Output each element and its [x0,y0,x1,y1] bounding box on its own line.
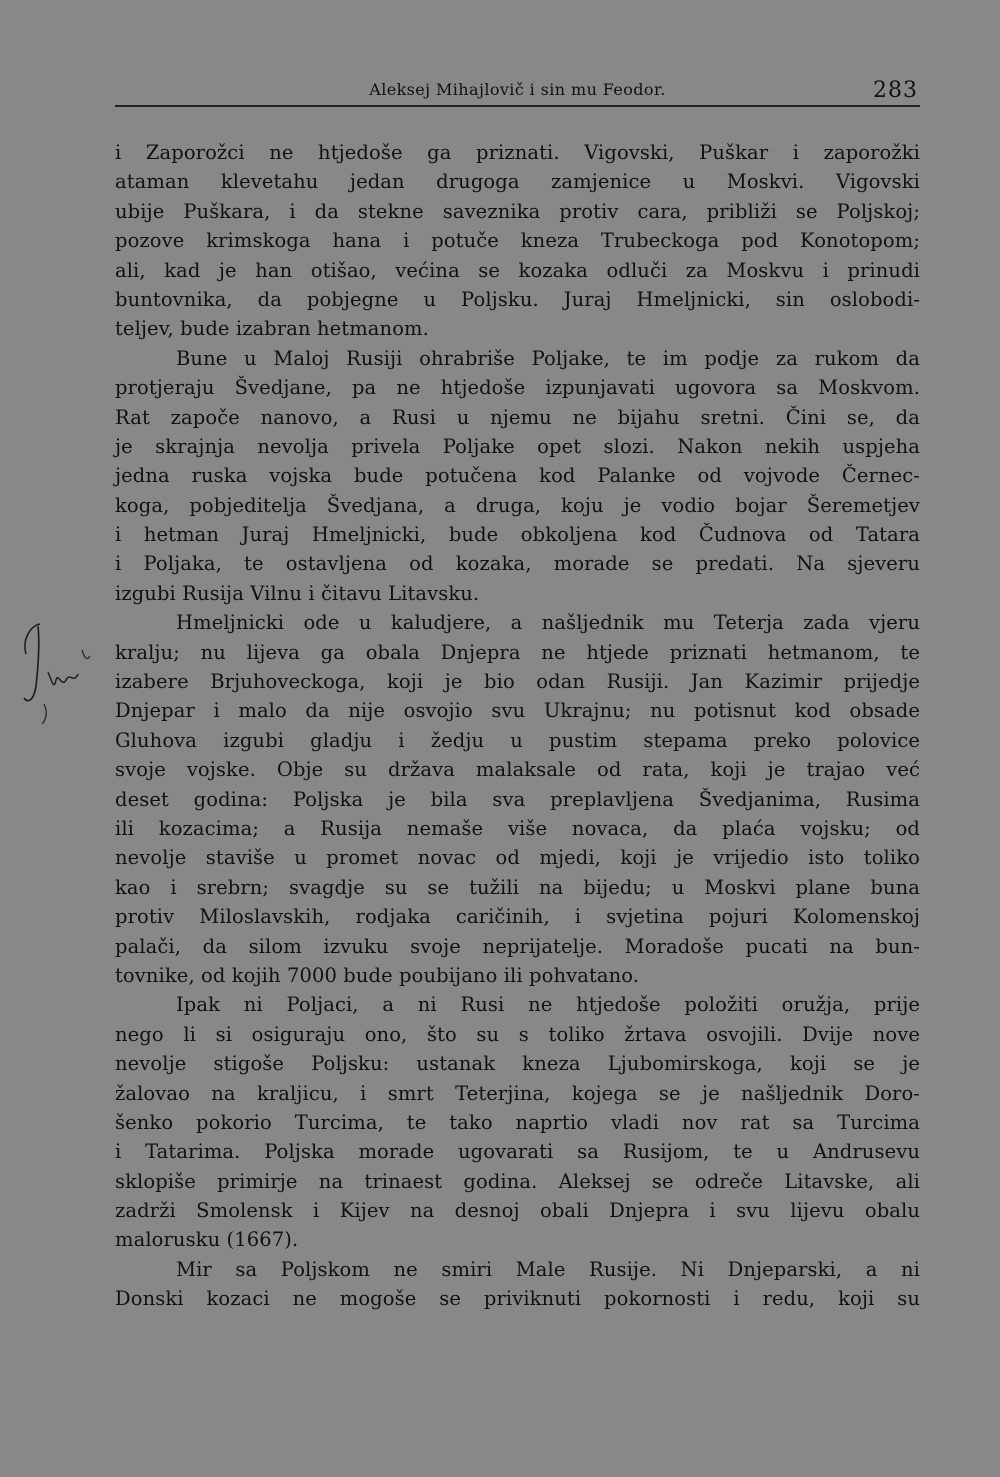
running-title: Aleksej Mihajlovič i sin mu Feodor. [369,80,666,99]
paragraph [115,1255,920,1314]
paragraph [115,138,920,344]
text-line: ataman klevetahu jedan drugoga zamjenice u Moskvi. Vigovski [115,170,920,194]
text-line: Dnjepar i malo da nije osvojio svu Ukrajnu; nu potisnut kod obsade [115,699,920,723]
text-line: nego li si osiguraju ono, što su s toliko žrtava osvojili. Dvije nove [115,1022,920,1046]
text-line: ali, kad je han otišao, većina se kozaka odluči za Moskvu i prinudi [115,258,920,282]
text-line: jedna ruska vojska bude potučena kod Palanke od vojvode Černec- [115,464,920,488]
text-line: izgubi Rusija Vilnu i čitavu Litavsku. [115,581,480,605]
text-line: tovnike, od kojih 7000 bude poubijano ili pohvatano. [115,963,640,987]
text-line: pozove krimskoga hana i potuče kneza Trubeckoga pod Konotopom; [115,229,920,253]
text-line: ili kozacima; a Rusija nemaše više novaca, da plaća vojsku; od [115,816,920,840]
text-line: kralju; nu lijeva ga obala Dnjepra ne htjede priznati hetmanom, te [115,640,920,664]
header-rule [115,105,920,107]
text-line: Hmeljnicki ode u kaludjere, a našljednik mu Teterja zada vjeru [176,611,920,635]
text-line: je skrajnja nevolja privela Poljake opet slozi. Nakon nekih uspjeha [115,434,920,458]
text-line: nevolje stigoše Poljsku: ustanak kneza Ljubomirskoga, koji se je [115,1052,920,1076]
text-line: svoje vojske. Obje su država malaksale od rata, koji je trajao već [115,758,920,782]
text-line: zadrži Smolensk i Kijev na desnoj obali Dnjepra i svu lijevu obalu [115,1199,920,1223]
text-line: i Zaporožci ne htjedoše ga priznati. Vigovski, Puškar i zaporožki [115,141,920,164]
text-line: kao i srebrn; svagdje su se tužili na bijedu; u Moskvi plane buna [115,875,920,899]
paragraph [115,344,920,609]
text-line: i Tatarima. Poljska morade ugovarati sa Rusijom, te u Andrusevu [115,1140,920,1164]
text-line: teljev, bude izabran hetmanom. [115,317,429,341]
text-line: palači, da silom izvuku svoje neprijatelje. Moradoše pucati na bun- [115,934,920,958]
paragraph [115,990,920,1255]
text-line: Rat započe nanovo, a Rusi u njemu ne bijahu sretni. Čini se, da [115,405,920,429]
margin-annotation-icon [18,616,98,726]
page-number: 283 [873,78,918,103]
text-line: Ipak ni Poljaci, a ni Rusi ne htjedoše položiti oružja, prije [176,993,920,1017]
text-line: Bune u Maloj Rusiji ohrabriše Poljake, te im podje za rukom da [176,346,920,370]
text-line: žalovao na kraljicu, i smrt Teterjina, kojega se je našljednik Doro- [115,1081,920,1105]
text-line: Mir sa Poljskom ne smiri Male Rusije. Ni Dnjeparski, a ni [176,1257,920,1281]
text-line: i hetman Juraj Hmeljnicki, bude obkoljena kod Čudnova od Tatara [115,523,920,547]
text-line: buntovnika, da pobjegne u Poljsku. Juraj Hmeljnicki, sin oslobodi- [115,287,920,311]
text-line: Donski kozaci ne mogoše se priviknuti pokornosti i redu, koji su [115,1287,920,1311]
text-line: protjeraju Švedjane, pa ne htjedoše izpunjavati ugovora sa Moskvom. [115,376,920,400]
handwritten-margin-note [18,616,98,726]
text-line: šenko pokorio Turcima, te tako naprtio vladi nov rat sa Turcima [115,1110,920,1134]
text-line: sklopiše primirje na trinaest godina. Aleksej se odreče Litavske, ali [115,1169,920,1193]
text-line: izabere Brjuhoveckoga, koji je bio odan Rusiji. Jan Kazimir prijedje [115,670,920,694]
text-line: i Poljaka, te ostavljena od kozaka, morade se predati. Na sjeveru [115,552,920,576]
text-line: deset godina: Poljska je bila sva preplavljena Švedjanima, Rusima [115,787,920,811]
body-text [115,138,920,1314]
text-line: nevolje staviše u promet novac od mjedi, koji je vrijedio isto toliko [115,846,920,870]
paragraph [115,608,920,990]
page-header [115,74,920,108]
text-line: koga, pobjeditelja Švedjana, a druga, koju je vodio bojar Šeremetjev [115,493,920,517]
text-line: protiv Miloslavskih, rodjaka caričinih, i svjetina pojuri Kolomenskoj [115,905,920,929]
text-line: malorusku (1667). [115,1228,299,1252]
text-line: Gluhova izgubi gladju i žedju u pustim stepama preko polovice [115,728,920,752]
text-line: ubije Puškara, i da stekne saveznika protiv cara, približi se Poljskoj; [115,199,920,223]
